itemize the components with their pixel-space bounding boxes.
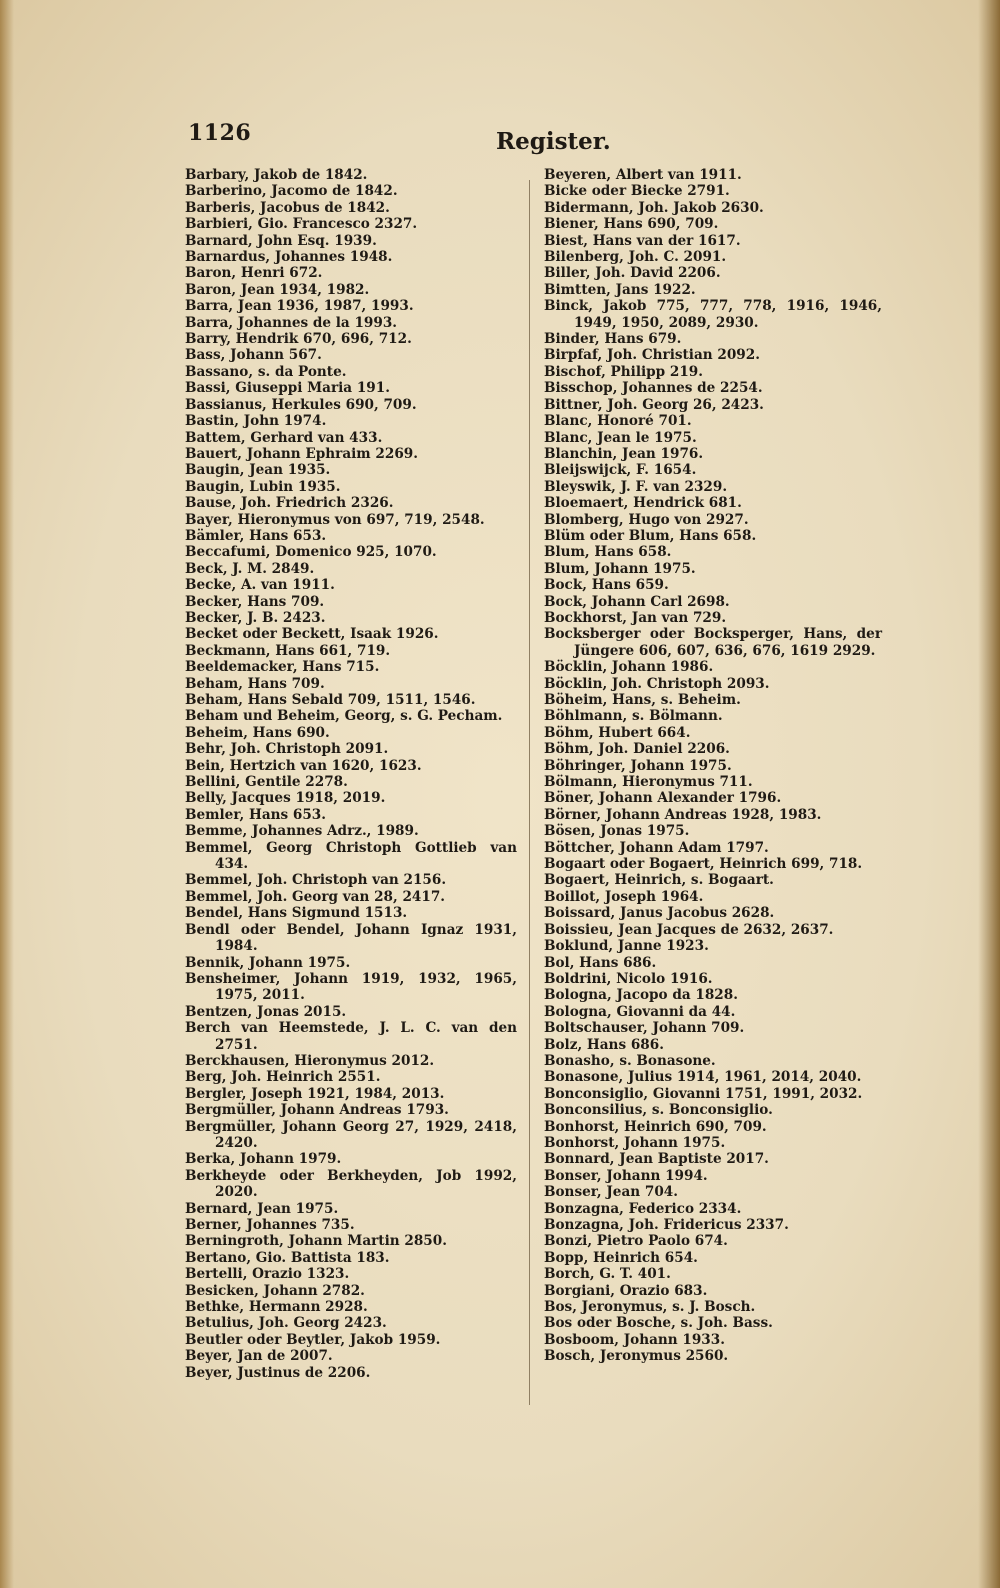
index-entry: Behr, Joh. Christoph 2091. xyxy=(185,741,389,758)
index-entry: Beyer, Jan de 2007. xyxy=(185,1348,333,1365)
index-entry: Boklund, Janne 1923. xyxy=(544,938,709,955)
index-entry: Baugin, Lubin 1935. xyxy=(185,478,341,495)
index-entry: Böttcher, Johann Adam 1797. xyxy=(544,839,769,856)
index-entry: Bonzagna, Joh. Fridericus 2337. xyxy=(544,1217,789,1233)
index-entry: Birpfaf, Joh. Christian 2092. xyxy=(544,347,760,364)
index-entry: Belly, Jacques 1918, 2019. xyxy=(185,790,386,807)
index-entry: Beham und Beheim, Georg, s. G. Pecham. xyxy=(185,708,503,725)
index-entry: Becker, Hans 709. xyxy=(185,593,325,610)
index-entry: Böcklin, Johann 1986. xyxy=(544,659,714,676)
index-entry: Bock, Hans 659. xyxy=(544,577,669,594)
index-entry: Bauert, Johann Ephraim 2269. xyxy=(185,445,418,462)
index-entry: Bendel, Hans Sigmund 1513. xyxy=(185,905,408,922)
index-entry: Bilenberg, Joh. C. 2091. xyxy=(544,249,727,266)
index-entry: Bos oder Bosche, s. Joh. Bass. xyxy=(544,1315,773,1332)
index-entry: Boissieu, Jean Jacques de 2632, 2637. xyxy=(544,921,834,938)
index-entry: Bemmel, Joh. Georg van 28, 2417. xyxy=(185,888,446,905)
index-entry: Beham, Hans 709. xyxy=(185,675,325,692)
index-entry: Blum, Hans 658. xyxy=(544,544,672,561)
index-entry: Bosboom, Johann 1933. xyxy=(544,1331,725,1348)
index-entry: Bogaart oder Bogaert, Heinrich 699, 718. xyxy=(544,856,863,873)
index-entry: Beccafumi, Domenico 925, 1070. xyxy=(185,544,437,561)
index-entry: Battem, Gerhard van 433. xyxy=(185,429,383,446)
index-entry: Bensheimer, Johann 1919, 1932, 1965, 1975, 2011. xyxy=(185,970,517,1004)
index-entry: Becke, A. van 1911. xyxy=(185,577,335,594)
index-entry: Böhlmann, s. Bölmann. xyxy=(544,708,723,725)
page-title: Register. xyxy=(496,128,611,155)
index-entry: Baugin, Jean 1935. xyxy=(185,462,331,479)
index-entry: Bocksberger oder Bocksperger, Hans, der Jüngere 606, 607, 636, 676, 1619 2929. xyxy=(544,626,882,659)
index-entry: Bergmüller, Johann Andreas 1793. xyxy=(185,1102,449,1119)
index-entry: Berkheyde oder Berkheyden, Job 1992, 2020. xyxy=(185,1167,517,1201)
index-entry: Berch van Heemstede, J. L. C. van den 2751. xyxy=(185,1020,517,1053)
index-entry: Berner, Johannes 735. xyxy=(185,1217,355,1233)
index-entry: Bemme, Johannes Adrz., 1989. xyxy=(185,823,419,840)
index-entry: Bolz, Hans 686. xyxy=(544,1036,664,1053)
index-entry: Berningroth, Johann Martin 2850. xyxy=(185,1233,447,1250)
index-entry: Böhringer, Johann 1975. xyxy=(544,757,732,774)
index-entry: Bassi, Giuseppi Maria 191. xyxy=(185,380,390,397)
index-entry: Berg, Joh. Heinrich 2551. xyxy=(185,1069,381,1086)
index-entry: Beck, J. M. 2849. xyxy=(185,560,315,577)
index-entry: Bertelli, Orazio 1323. xyxy=(185,1266,350,1283)
index-entry: Bittner, Joh. Georg 26, 2423. xyxy=(544,396,764,413)
index-entry: Bentzen, Jonas 2015. xyxy=(185,1003,347,1020)
index-entry: Beutler oder Beytler, Jakob 1959. xyxy=(185,1331,441,1348)
index-entry: Bernard, Jean 1975. xyxy=(185,1200,339,1217)
index-entry: Bassano, s. da Ponte. xyxy=(185,363,347,380)
index-entry: Beyer, Justinus de 2206. xyxy=(185,1364,371,1381)
index-entry: Blum, Johann 1975. xyxy=(544,560,696,577)
index-entry: Binder, Hans 679. xyxy=(544,331,682,348)
index-entry: Bimtten, Jans 1922. xyxy=(544,281,696,298)
index-entry: Böcklin, Joh. Christoph 2093. xyxy=(544,675,770,692)
index-entry: Barberino, Jacomo de 1842. xyxy=(185,183,398,200)
index-column-right xyxy=(544,167,882,1365)
index-entry: Böner, Johann Alexander 1796. xyxy=(544,790,782,807)
index-entry: Bonconsilius, s. Bonconsiglio. xyxy=(544,1102,773,1119)
page-edge-right xyxy=(978,0,1000,1588)
index-entry: Boissard, Janus Jacobus 2628. xyxy=(544,905,775,922)
index-entry: Bologna, Giovanni da 44. xyxy=(544,1003,736,1020)
index-entry: Bennik, Johann 1975. xyxy=(185,954,351,971)
index-entry: Blanc, Honoré 701. xyxy=(544,413,692,430)
index-entry: Beckmann, Hans 661, 719. xyxy=(185,642,391,659)
index-entry: Biest, Hans van der 1617. xyxy=(544,232,741,249)
index-entry: Barbieri, Gio. Francesco 2327. xyxy=(185,216,418,233)
index-entry: Bol, Hans 686. xyxy=(544,954,657,971)
index-entry: Boldrini, Nicolo 1916. xyxy=(544,970,713,987)
index-entry: Bopp, Heinrich 654. xyxy=(544,1249,698,1266)
index-entry: Barnard, John Esq. 1939. xyxy=(185,232,377,249)
index-entry: Bischof, Philipp 219. xyxy=(544,363,703,380)
index-entry: Biener, Hans 690, 709. xyxy=(544,216,719,233)
index-entry: Beyeren, Albert van 1911. xyxy=(544,167,742,183)
column-divider xyxy=(529,180,530,1405)
index-entry: Böheim, Hans, s. Beheim. xyxy=(544,692,741,708)
index-entry: Bemler, Hans 653. xyxy=(185,806,327,823)
index-entry: Bölmann, Hieronymus 711. xyxy=(544,774,753,791)
index-entry: Börner, Johann Andreas 1928, 1983. xyxy=(544,806,822,823)
index-entry: Bass, Johann 567. xyxy=(185,347,322,364)
index-entry: Blanc, Jean le 1975. xyxy=(544,429,697,446)
index-entry: Bethke, Hermann 2928. xyxy=(185,1299,368,1316)
page-number: 1126 xyxy=(188,120,252,146)
index-entry: Bämler, Hans 653. xyxy=(185,527,327,544)
index-entry: Bergmüller, Johann Georg 27, 1929, 2418, 2420. xyxy=(185,1118,517,1151)
index-entry: Bonconsiglio, Giovanni 1751, 1991, 2032. xyxy=(544,1085,863,1102)
index-entry: Bonzi, Pietro Paolo 674. xyxy=(544,1233,728,1250)
index-entry: Bonasone, Julius 1914, 1961, 2014, 2040. xyxy=(544,1069,862,1086)
index-entry: Blüm oder Blum, Hans 658. xyxy=(544,527,757,544)
index-entry: Bemmel, Joh. Christoph van 2156. xyxy=(185,872,447,889)
index-entry: Bicke oder Biecke 2791. xyxy=(544,183,730,200)
index-entry: Bendl oder Bendel, Johann Ignaz 1931, 1984. xyxy=(185,921,517,955)
index-entry: Biller, Joh. David 2206. xyxy=(544,265,721,282)
index-entry: Borch, G. T. 401. xyxy=(544,1266,671,1283)
index-entry: Barberis, Jacobus de 1842. xyxy=(185,199,390,216)
index-entry: Bonhorst, Heinrich 690, 709. xyxy=(544,1118,767,1135)
index-entry: Beheim, Hans 690. xyxy=(185,724,330,741)
index-entry: Bonhorst, Johann 1975. xyxy=(544,1134,726,1151)
index-entry: Bemmel, Georg Christoph Gottlieb van 434. xyxy=(185,839,517,873)
index-entry: Berckhausen, Hieronymus 2012. xyxy=(185,1052,435,1069)
index-entry: Baron, Henri 672. xyxy=(185,265,323,282)
index-entry: Becket oder Beckett, Isaak 1926. xyxy=(185,626,439,643)
index-entry: Berka, Johann 1979. xyxy=(185,1151,342,1168)
index-entry: Barra, Jean 1936, 1987, 1993. xyxy=(185,298,414,315)
index-entry: Barry, Hendrik 670, 696, 712. xyxy=(185,331,412,348)
index-entry: Bellini, Gentile 2278. xyxy=(185,774,348,791)
index-entry: Bogaert, Heinrich, s. Bogaart. xyxy=(544,872,774,889)
index-entry: Barbary, Jakob de 1842. xyxy=(185,167,368,183)
index-entry: Barra, Johannes de la 1993. xyxy=(185,314,398,331)
index-entry: Bonzagna, Federico 2334. xyxy=(544,1200,742,1217)
index-entry: Beham, Hans Sebald 709, 1511, 1546. xyxy=(185,692,476,708)
index-entry: Bisschop, Johannes de 2254. xyxy=(544,380,763,397)
index-column-left xyxy=(185,167,517,1381)
index-entry: Blanchin, Jean 1976. xyxy=(544,445,704,462)
index-entry: Bidermann, Joh. Jakob 2630. xyxy=(544,199,764,216)
index-entry: Bloemaert, Hendrick 681. xyxy=(544,495,742,512)
index-entry: Boltschauser, Johann 709. xyxy=(544,1020,745,1037)
index-entry: Bonser, Jean 704. xyxy=(544,1184,678,1201)
index-entry: Bösen, Jonas 1975. xyxy=(544,823,690,840)
index-entry: Bein, Hertzich van 1620, 1623. xyxy=(185,757,422,774)
index-entry: Bonnard, Jean Baptiste 2017. xyxy=(544,1151,769,1168)
index-entry: Böhm, Joh. Daniel 2206. xyxy=(544,741,730,758)
index-entry: Boillot, Joseph 1964. xyxy=(544,888,704,905)
index-entry: Barnardus, Johannes 1948. xyxy=(185,249,393,266)
index-entry: Bock, Johann Carl 2698. xyxy=(544,593,730,610)
index-entry: Bockhorst, Jan van 729. xyxy=(544,609,727,626)
index-entry: Bassianus, Herkules 690, 709. xyxy=(185,396,417,413)
index-entry: Bologna, Jacopo da 1828. xyxy=(544,987,738,1004)
index-entry: Bonasho, s. Bonasone. xyxy=(544,1052,716,1069)
index-entry: Besicken, Johann 2782. xyxy=(185,1282,365,1299)
index-entry: Bause, Joh. Friedrich 2326. xyxy=(185,495,394,512)
index-entry: Bleyswik, J. F. van 2329. xyxy=(544,478,728,495)
index-entry: Borgiani, Orazio 683. xyxy=(544,1282,708,1299)
index-entry: Böhm, Hubert 664. xyxy=(544,724,691,741)
index-entry: Beeldemacker, Hans 715. xyxy=(185,659,380,676)
index-entry: Bergler, Joseph 1921, 1984, 2013. xyxy=(185,1085,445,1102)
index-entry: Baron, Jean 1934, 1982. xyxy=(185,281,370,298)
page-edge-left xyxy=(0,0,14,1588)
index-entry: Bleijswijck, F. 1654. xyxy=(544,462,697,479)
index-entry: Bayer, Hieronymus von 697, 719, 2548. xyxy=(185,511,485,528)
index-entry: Binck, Jakob 775, 777, 778, 1916, 1946, 1949, 1950, 2089, 2930. xyxy=(544,298,882,331)
index-entry: Bos, Jeronymus, s. J. Bosch. xyxy=(544,1299,756,1316)
index-entry: Bosch, Jeronymus 2560. xyxy=(544,1348,729,1365)
index-entry: Blomberg, Hugo von 2927. xyxy=(544,511,749,528)
index-entry: Bonser, Johann 1994. xyxy=(544,1167,708,1184)
index-entry: Bertano, Gio. Battista 183. xyxy=(185,1249,390,1266)
index-entry: Bastin, John 1974. xyxy=(185,413,327,430)
index-entry: Betulius, Joh. Georg 2423. xyxy=(185,1315,387,1332)
index-entry: Becker, J. B. 2423. xyxy=(185,609,326,626)
